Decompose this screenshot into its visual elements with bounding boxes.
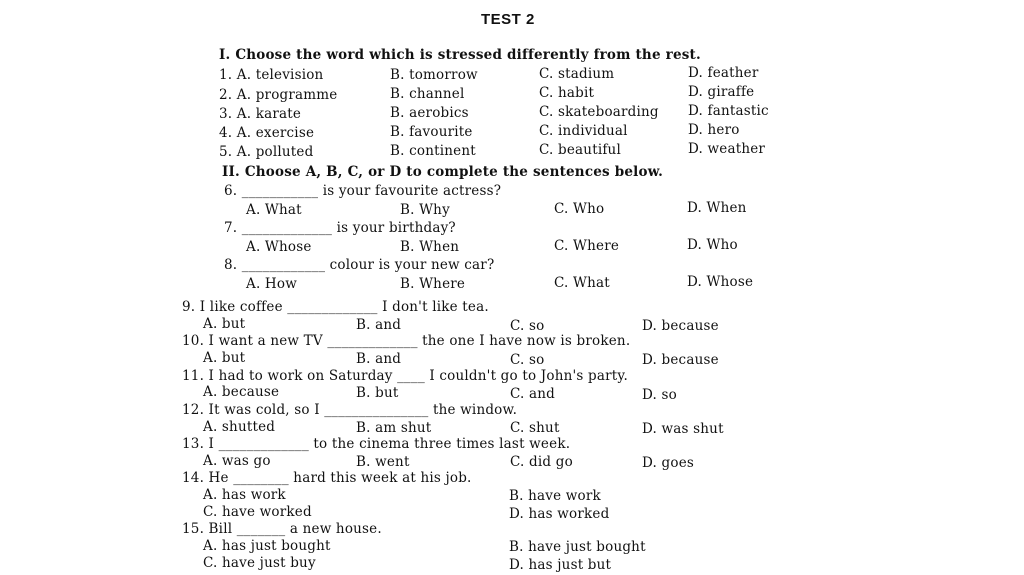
q14-option-a: A. has work xyxy=(203,487,286,503)
q1-option-d: D. feather xyxy=(688,65,759,81)
q11-option-c: C. and xyxy=(510,386,556,402)
q11-option-d: D. so xyxy=(642,387,677,403)
q2-option-a: 2. A. programme xyxy=(219,87,338,103)
q10-option-a: A. but xyxy=(203,350,246,366)
q15-option-c: C. have just buy xyxy=(203,555,316,571)
q8-option-d: D. Whose xyxy=(687,274,754,290)
q7-option-c: C. Where xyxy=(554,238,620,254)
q7-option-d: D. Who xyxy=(687,237,738,253)
q1-option-c: C. stadium xyxy=(539,66,615,82)
q14-option-c: C. have worked xyxy=(203,504,312,520)
q12-option-a: A. shutted xyxy=(203,419,276,435)
q3-option-a: 3. A. karate xyxy=(219,106,302,122)
q2-option-d: D. giraffe xyxy=(688,84,755,100)
q12-option-d: D. was shut xyxy=(642,421,724,437)
q4-option-d: D. hero xyxy=(688,122,740,138)
q9-option-b: B. and xyxy=(356,317,402,333)
q14-option-b: B. have work xyxy=(509,488,601,504)
q13-option-b: B. went xyxy=(356,454,410,470)
q9-stem: 9. I like coffee _____________ I don't like tea. xyxy=(182,299,489,315)
q1-option-b: B. tomorrow xyxy=(390,67,478,83)
q2-option-b: B. channel xyxy=(390,86,465,102)
q7-stem: 7. _____________ is your birthday? xyxy=(224,220,456,236)
q2-option-c: C. habit xyxy=(539,85,595,101)
q4-option-b: B. favourite xyxy=(390,124,473,140)
q8-option-a: A. How xyxy=(246,276,297,292)
q11-stem: 11. I had to work on Saturday ____ I couldn't go to John's party. xyxy=(182,368,628,384)
q10-option-d: D. because xyxy=(642,352,719,368)
q9-option-d: D. because xyxy=(642,318,719,334)
q12-option-b: B. am shut xyxy=(356,420,432,436)
section-1-heading: I. Choose the word which is stressed differently from the rest. xyxy=(219,47,701,63)
q3-option-c: C. skateboarding xyxy=(539,104,659,120)
q8-option-c: C. What xyxy=(554,275,610,291)
q13-option-d: D. goes xyxy=(642,455,695,471)
q3-option-b: B. aerobics xyxy=(390,105,469,121)
section-2-heading: II. Choose A, B, C, or D to complete the sentences below. xyxy=(222,164,664,180)
q14-stem: 14. He ________ hard this week at his job. xyxy=(182,470,472,486)
q12-option-c: C. shut xyxy=(510,420,560,436)
q5-option-a: 5. A. polluted xyxy=(219,144,314,160)
q4-option-c: C. individual xyxy=(539,123,628,139)
q9-option-a: A. but xyxy=(203,316,246,332)
q5-option-b: B. continent xyxy=(390,143,476,159)
q6-stem: 6. ___________ is your favourite actress? xyxy=(224,183,502,199)
q10-option-c: C. so xyxy=(510,352,545,368)
q10-stem: 10. I want a new TV _____________ the one I have now is broken. xyxy=(182,333,631,349)
q15-option-b: B. have just bought xyxy=(509,539,646,555)
q13-stem: 13. I _____________ to the cinema three times last week. xyxy=(182,436,571,452)
q3-option-d: D. fantastic xyxy=(688,103,769,119)
q7-option-b: B. When xyxy=(400,239,460,255)
q9-option-c: C. so xyxy=(510,318,545,334)
q8-stem: 8. ____________ colour is your new car? xyxy=(224,257,495,273)
q8-option-b: B. Where xyxy=(400,276,466,292)
q1-option-a: 1. A. television xyxy=(219,67,324,83)
q13-option-a: A. was go xyxy=(203,453,271,469)
q5-option-c: C. beautiful xyxy=(539,142,621,158)
q15-option-d: D. has just but xyxy=(509,557,612,573)
q11-option-b: B. but xyxy=(356,385,399,401)
q12-stem: 12. It was cold, so I _______________ the window. xyxy=(182,402,518,418)
q6-option-c: C. Who xyxy=(554,201,605,217)
q11-option-a: A. because xyxy=(203,384,280,400)
q13-option-c: C. did go xyxy=(510,454,573,470)
q10-option-b: B. and xyxy=(356,351,402,367)
page-title: TEST 2 xyxy=(481,11,535,28)
q4-option-a: 4. A. exercise xyxy=(219,125,315,141)
q5-option-d: D. weather xyxy=(688,141,766,157)
q6-option-b: B. Why xyxy=(400,202,450,218)
q14-option-d: D. has worked xyxy=(509,506,610,522)
q7-option-a: A. Whose xyxy=(246,239,312,255)
q6-option-d: D. When xyxy=(687,200,747,216)
q15-option-a: A. has just bought xyxy=(203,538,331,554)
q15-stem: 15. Bill _______ a new house. xyxy=(182,521,382,537)
q6-option-a: A. What xyxy=(246,202,302,218)
